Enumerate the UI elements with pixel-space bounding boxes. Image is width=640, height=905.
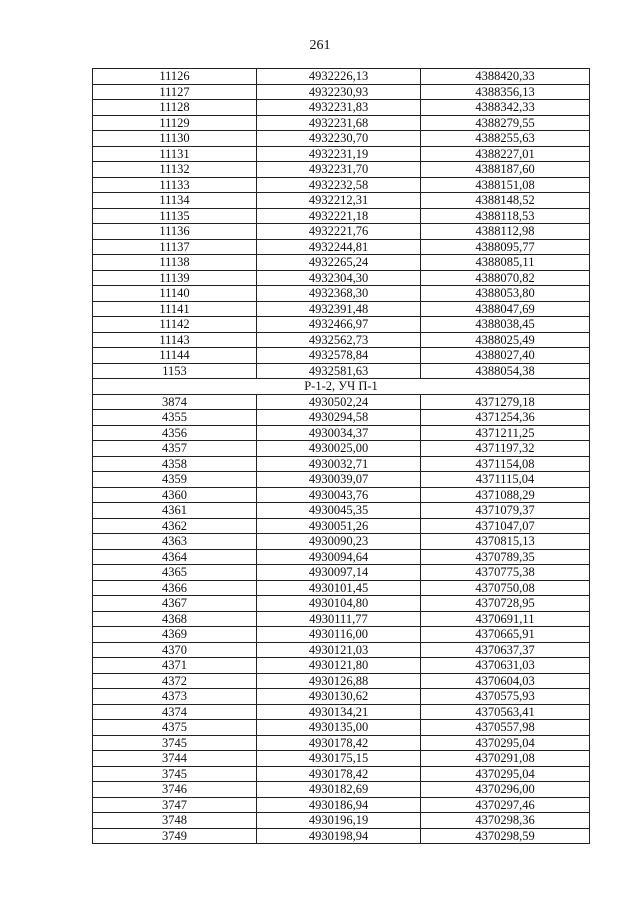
- y-coordinate-cell: 4388027,40: [421, 348, 590, 364]
- point-number-cell: 4359: [93, 472, 257, 488]
- x-coordinate-cell: 4930198,94: [257, 828, 421, 844]
- point-number-cell: 11133: [93, 177, 257, 193]
- point-number-cell: 4368: [93, 611, 257, 627]
- table-row: [93, 394, 590, 410]
- y-coordinate-cell: 4370775,38: [421, 565, 590, 581]
- x-coordinate-cell: 4932231,83: [257, 100, 421, 116]
- y-coordinate-cell: 4388112,98: [421, 224, 590, 240]
- point-number-cell: 4358: [93, 456, 257, 472]
- table-row: [93, 534, 590, 550]
- x-coordinate-cell: 4932232,58: [257, 177, 421, 193]
- table-row: [93, 441, 590, 457]
- y-coordinate-cell: 4371211,25: [421, 425, 590, 441]
- table-row: [93, 224, 590, 240]
- table-row: [93, 658, 590, 674]
- point-number-cell: 4357: [93, 441, 257, 457]
- x-coordinate-cell: 4930175,15: [257, 751, 421, 767]
- y-coordinate-cell: 4388054,38: [421, 363, 590, 379]
- table-row: [93, 177, 590, 193]
- y-coordinate-cell: 4370815,13: [421, 534, 590, 550]
- x-coordinate-cell: 4930090,23: [257, 534, 421, 550]
- y-coordinate-cell: 4370665,91: [421, 627, 590, 643]
- x-coordinate-cell: 4930094,64: [257, 549, 421, 565]
- y-coordinate-cell: 4370563,41: [421, 704, 590, 720]
- x-coordinate-cell: 4932391,48: [257, 301, 421, 317]
- point-number-cell: 3745: [93, 735, 257, 751]
- table-row: [93, 565, 590, 581]
- table-row: [93, 193, 590, 209]
- point-number-cell: 11135: [93, 208, 257, 224]
- x-coordinate-cell: 4932562,73: [257, 332, 421, 348]
- y-coordinate-cell: 4388151,08: [421, 177, 590, 193]
- x-coordinate-cell: 4932244,81: [257, 239, 421, 255]
- point-number-cell: 11128: [93, 100, 257, 116]
- x-coordinate-cell: 4932578,84: [257, 348, 421, 364]
- y-coordinate-cell: 4388053,80: [421, 286, 590, 302]
- table-row: [93, 503, 590, 519]
- y-coordinate-cell: 4388255,63: [421, 131, 590, 147]
- point-number-cell: 3747: [93, 797, 257, 813]
- x-coordinate-cell: 4932466,97: [257, 317, 421, 333]
- y-coordinate-cell: 4371279,18: [421, 394, 590, 410]
- table-row: [93, 487, 590, 503]
- point-number-cell: 4363: [93, 534, 257, 550]
- table-row: [93, 84, 590, 100]
- y-coordinate-cell: 4388148,52: [421, 193, 590, 209]
- point-number-cell: 4361: [93, 503, 257, 519]
- x-coordinate-cell: 4932230,70: [257, 131, 421, 147]
- point-number-cell: 3745: [93, 766, 257, 782]
- point-number-cell: 4374: [93, 704, 257, 720]
- point-number-cell: 4373: [93, 689, 257, 705]
- page-number: 261: [309, 38, 331, 53]
- table-row: [93, 146, 590, 162]
- point-number-cell: 11140: [93, 286, 257, 302]
- point-number-cell: 4360: [93, 487, 257, 503]
- x-coordinate-cell: 4930126,88: [257, 673, 421, 689]
- y-coordinate-cell: 4370295,04: [421, 766, 590, 782]
- table-row: [93, 549, 590, 565]
- x-coordinate-cell: 4932265,24: [257, 255, 421, 271]
- y-coordinate-cell: 4388085,11: [421, 255, 590, 271]
- y-coordinate-cell: 4388356,13: [421, 84, 590, 100]
- point-number-cell: 11137: [93, 239, 257, 255]
- table-row: [93, 689, 590, 705]
- table-row: [93, 162, 590, 178]
- table-row: [93, 301, 590, 317]
- y-coordinate-cell: 4371254,36: [421, 410, 590, 426]
- table-row: [93, 472, 590, 488]
- table-row: [93, 813, 590, 829]
- table-row: [93, 642, 590, 658]
- coordinates-table-body: [93, 69, 590, 844]
- y-coordinate-cell: 4370750,08: [421, 580, 590, 596]
- x-coordinate-cell: 4930294,58: [257, 410, 421, 426]
- y-coordinate-cell: 4370291,08: [421, 751, 590, 767]
- point-number-cell: 4371: [93, 658, 257, 674]
- point-number-cell: 11127: [93, 84, 257, 100]
- y-coordinate-cell: 4370298,59: [421, 828, 590, 844]
- x-coordinate-cell: 4932221,76: [257, 224, 421, 240]
- point-number-cell: 4355: [93, 410, 257, 426]
- table-row: [93, 286, 590, 302]
- point-number-cell: 4367: [93, 596, 257, 612]
- y-coordinate-cell: 4370789,35: [421, 549, 590, 565]
- y-coordinate-cell: 4371079,37: [421, 503, 590, 519]
- point-number-cell: 3746: [93, 782, 257, 798]
- point-number-cell: 4372: [93, 673, 257, 689]
- y-coordinate-cell: 4371115,04: [421, 472, 590, 488]
- x-coordinate-cell: 4930101,45: [257, 580, 421, 596]
- x-coordinate-cell: 4932230,93: [257, 84, 421, 100]
- table-row: [93, 69, 590, 85]
- x-coordinate-cell: 4932231,70: [257, 162, 421, 178]
- y-coordinate-cell: 4370296,00: [421, 782, 590, 798]
- table-row: [93, 627, 590, 643]
- table-row: [93, 208, 590, 224]
- table-row: [93, 704, 590, 720]
- x-coordinate-cell: 4930182,69: [257, 782, 421, 798]
- point-number-cell: 11144: [93, 348, 257, 364]
- x-coordinate-cell: 4930025,00: [257, 441, 421, 457]
- y-coordinate-cell: 4370691,11: [421, 611, 590, 627]
- x-coordinate-cell: 4930043,76: [257, 487, 421, 503]
- point-number-cell: 4356: [93, 425, 257, 441]
- y-coordinate-cell: 4371047,07: [421, 518, 590, 534]
- point-number-cell: 3749: [93, 828, 257, 844]
- table-row: [93, 673, 590, 689]
- table-row: [93, 797, 590, 813]
- x-coordinate-cell: 4930130,62: [257, 689, 421, 705]
- x-coordinate-cell: 4932304,30: [257, 270, 421, 286]
- point-number-cell: 11136: [93, 224, 257, 240]
- x-coordinate-cell: 4930116,00: [257, 627, 421, 643]
- point-number-cell: 4365: [93, 565, 257, 581]
- x-coordinate-cell: 4930051,26: [257, 518, 421, 534]
- point-number-cell: 11142: [93, 317, 257, 333]
- y-coordinate-cell: 4388070,82: [421, 270, 590, 286]
- table-row: [93, 751, 590, 767]
- coordinates-table: [92, 68, 590, 844]
- table-row: [93, 720, 590, 736]
- y-coordinate-cell: 4370631,03: [421, 658, 590, 674]
- table-row: [93, 456, 590, 472]
- y-coordinate-cell: 4388095,77: [421, 239, 590, 255]
- point-number-cell: 1153: [93, 363, 257, 379]
- point-number-cell: 4369: [93, 627, 257, 643]
- table-row: [93, 332, 590, 348]
- y-coordinate-cell: 4388025,49: [421, 332, 590, 348]
- x-coordinate-cell: 4932231,19: [257, 146, 421, 162]
- y-coordinate-cell: 4371197,32: [421, 441, 590, 457]
- x-coordinate-cell: 4932231,68: [257, 115, 421, 131]
- point-number-cell: 11139: [93, 270, 257, 286]
- y-coordinate-cell: 4370575,93: [421, 689, 590, 705]
- x-coordinate-cell: 4932368,30: [257, 286, 421, 302]
- point-number-cell: 11141: [93, 301, 257, 317]
- table-row: [93, 270, 590, 286]
- table-row: [93, 782, 590, 798]
- section-header-row: [93, 379, 590, 395]
- point-number-cell: 3748: [93, 813, 257, 829]
- x-coordinate-cell: 4930097,14: [257, 565, 421, 581]
- table-row: [93, 611, 590, 627]
- point-number-cell: 11126: [93, 69, 257, 85]
- x-coordinate-cell: 4932221,18: [257, 208, 421, 224]
- x-coordinate-cell: 4930111,77: [257, 611, 421, 627]
- x-coordinate-cell: 4930121,03: [257, 642, 421, 658]
- table-row: [93, 348, 590, 364]
- section-title: Р-1-2, УЧ П-1: [93, 379, 590, 395]
- y-coordinate-cell: 4371154,08: [421, 456, 590, 472]
- y-coordinate-cell: 4388038,45: [421, 317, 590, 333]
- point-number-cell: 11130: [93, 131, 257, 147]
- table-row: [93, 115, 590, 131]
- x-coordinate-cell: 4930196,19: [257, 813, 421, 829]
- y-coordinate-cell: 4388187,60: [421, 162, 590, 178]
- table-row: [93, 735, 590, 751]
- x-coordinate-cell: 4930039,07: [257, 472, 421, 488]
- x-coordinate-cell: 4930045,35: [257, 503, 421, 519]
- x-coordinate-cell: 4930034,37: [257, 425, 421, 441]
- x-coordinate-cell: 4932212,31: [257, 193, 421, 209]
- x-coordinate-cell: 4930178,42: [257, 735, 421, 751]
- y-coordinate-cell: 4388420,33: [421, 69, 590, 85]
- point-number-cell: 4370: [93, 642, 257, 658]
- y-coordinate-cell: 4370298,36: [421, 813, 590, 829]
- x-coordinate-cell: 4930135,00: [257, 720, 421, 736]
- x-coordinate-cell: 4932581,63: [257, 363, 421, 379]
- y-coordinate-cell: 4370637,37: [421, 642, 590, 658]
- y-coordinate-cell: 4388279,55: [421, 115, 590, 131]
- y-coordinate-cell: 4370604,03: [421, 673, 590, 689]
- table-row: [93, 518, 590, 534]
- table-row: [93, 100, 590, 116]
- x-coordinate-cell: 4930104,80: [257, 596, 421, 612]
- table-row: [93, 828, 590, 844]
- y-coordinate-cell: 4370295,04: [421, 735, 590, 751]
- table-row: [93, 410, 590, 426]
- y-coordinate-cell: 4388118,53: [421, 208, 590, 224]
- point-number-cell: 11132: [93, 162, 257, 178]
- table-row: [93, 255, 590, 271]
- y-coordinate-cell: 4388227,01: [421, 146, 590, 162]
- table-row: [93, 363, 590, 379]
- x-coordinate-cell: 4930032,71: [257, 456, 421, 472]
- x-coordinate-cell: 4932226,13: [257, 69, 421, 85]
- table-row: [93, 131, 590, 147]
- point-number-cell: 4364: [93, 549, 257, 565]
- point-number-cell: 11138: [93, 255, 257, 271]
- x-coordinate-cell: 4930186,94: [257, 797, 421, 813]
- point-number-cell: 4375: [93, 720, 257, 736]
- y-coordinate-cell: 4370557,98: [421, 720, 590, 736]
- table-row: [93, 317, 590, 333]
- x-coordinate-cell: 4930178,42: [257, 766, 421, 782]
- y-coordinate-cell: 4370728,95: [421, 596, 590, 612]
- table-row: [93, 425, 590, 441]
- point-number-cell: 11129: [93, 115, 257, 131]
- x-coordinate-cell: 4930134,21: [257, 704, 421, 720]
- x-coordinate-cell: 4930121,80: [257, 658, 421, 674]
- y-coordinate-cell: 4370297,46: [421, 797, 590, 813]
- point-number-cell: 11134: [93, 193, 257, 209]
- table-row: [93, 580, 590, 596]
- point-number-cell: 3744: [93, 751, 257, 767]
- point-number-cell: 11143: [93, 332, 257, 348]
- point-number-cell: 4366: [93, 580, 257, 596]
- y-coordinate-cell: 4388047,69: [421, 301, 590, 317]
- y-coordinate-cell: 4388342,33: [421, 100, 590, 116]
- point-number-cell: 3874: [93, 394, 257, 410]
- point-number-cell: 11131: [93, 146, 257, 162]
- y-coordinate-cell: 4371088,29: [421, 487, 590, 503]
- x-coordinate-cell: 4930502,24: [257, 394, 421, 410]
- table-row: [93, 239, 590, 255]
- table-row: [93, 596, 590, 612]
- table-row: [93, 766, 590, 782]
- point-number-cell: 4362: [93, 518, 257, 534]
